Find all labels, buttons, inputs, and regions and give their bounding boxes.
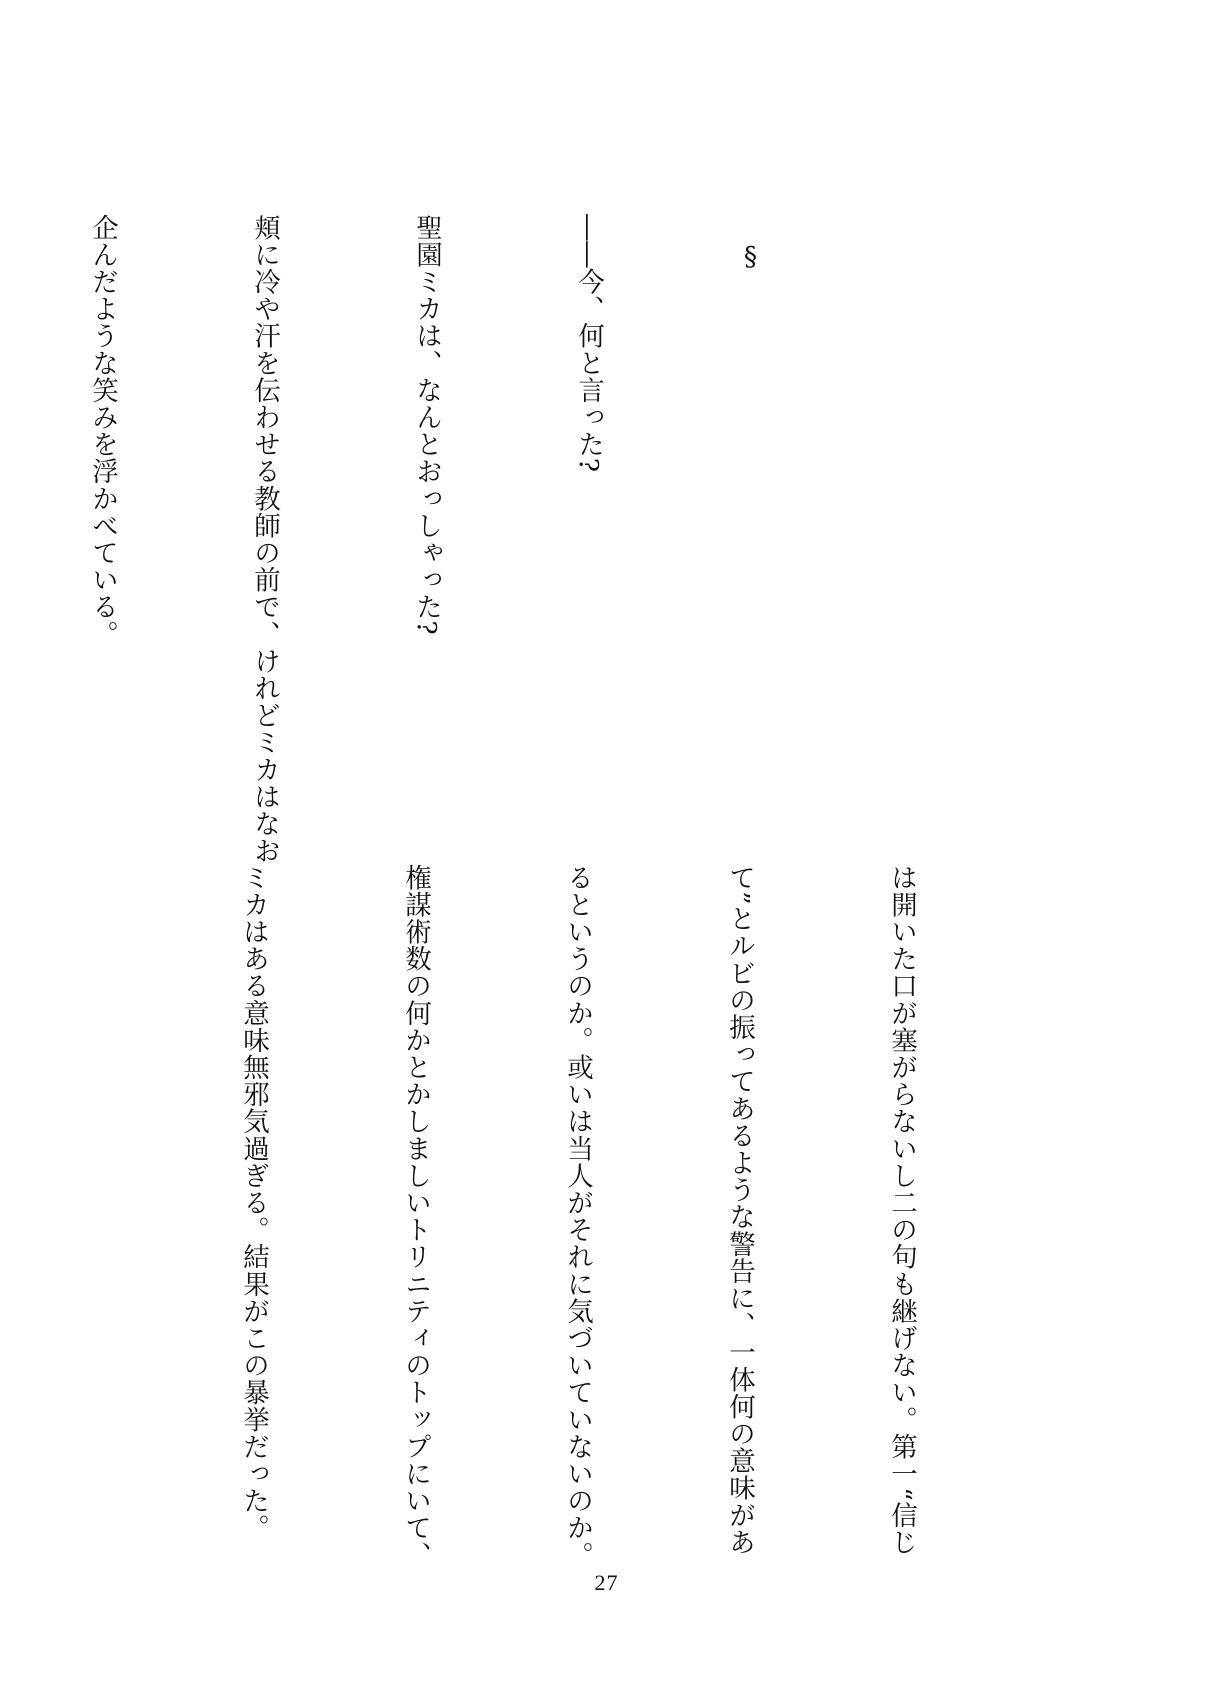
text-column-block-top xyxy=(0,214,885,865)
page-number: 27 xyxy=(594,1570,619,1595)
text-line: 企んだような笑みを浮かべている。 xyxy=(87,214,118,648)
text-column-block-bottom xyxy=(0,864,1036,1569)
text-line: § xyxy=(735,214,766,273)
text-line: ミカはある意味無邪気過ぎる。結果がこの暴挙だった。 xyxy=(238,864,269,1542)
text-line xyxy=(0,864,10,1516)
text-line: て”とルビの振ってあるような警告に、一体何の意味があ xyxy=(724,864,755,1556)
text-line: 頬に冷や汗を伝わせる教師の前で、けれどミカはなお xyxy=(249,214,280,865)
text-line: 権謀術数の何かとかしましいトリニティのトップにいて、 xyxy=(400,864,431,1569)
text-line: 聖園ミカは、なんとおっしゃった? xyxy=(411,214,442,636)
text-line: ――今、何と言った? xyxy=(573,214,604,473)
text-line: は開いた口が塞がらないし二の句も継げない。第一“信じ xyxy=(886,864,917,1556)
text-line: るというのか。或いは当人がそれに気づいていないのか。 xyxy=(562,864,593,1569)
